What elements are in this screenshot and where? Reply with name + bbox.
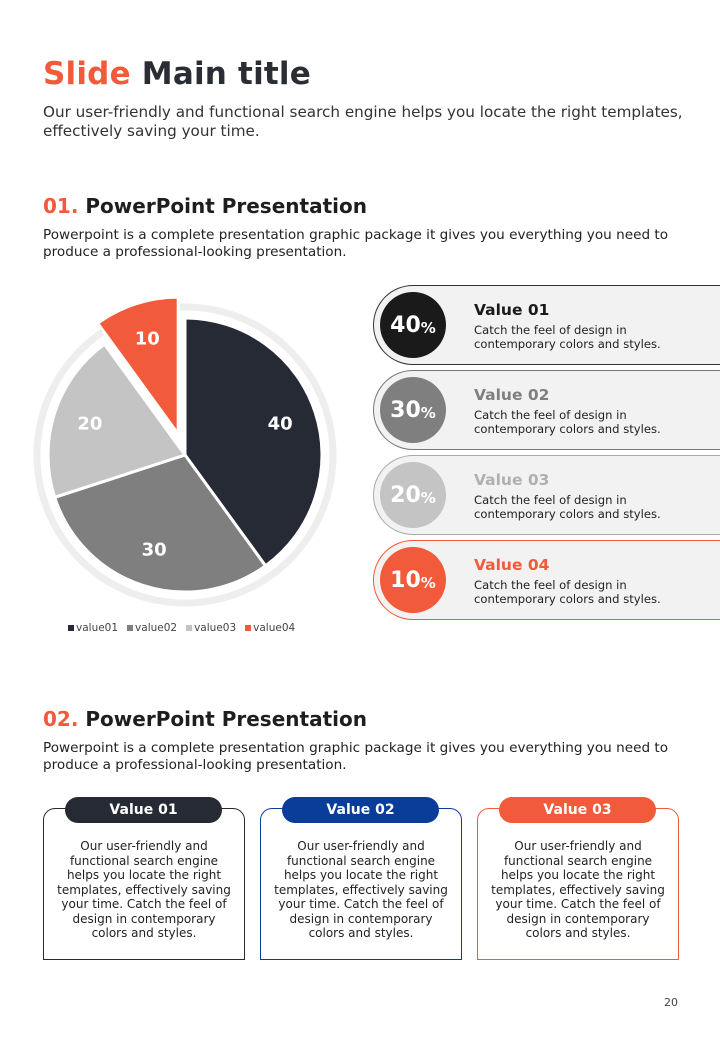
legend-label-value03: value03 (194, 622, 237, 634)
value-pill-2-circle (380, 377, 446, 443)
value-pill-4-circle (380, 547, 446, 613)
value-card-2-text: Our user-friendly and functional search engine helps you locate the right templates, effectively saving your time. Catch the feel of design in contemporary colors and styles. (274, 839, 448, 940)
section2-number: 02. (43, 707, 79, 731)
legend-swatch-value04 (245, 625, 251, 631)
section1-heading-text: PowerPoint Presentation (78, 194, 367, 218)
value-pill-4 (373, 540, 720, 620)
value-pill-3-percent: 20 (390, 482, 421, 508)
value-card-1-title: Value 01 (65, 797, 222, 823)
pie-label-value03: 20 (77, 413, 103, 435)
value-pill-3-desc: Catch the feel of design in contemporary colors and styles. (474, 493, 661, 521)
pie-label-value01: 40 (267, 413, 293, 435)
value-pill-1-title: Value 01 (474, 301, 550, 319)
page-number: 20 (664, 996, 678, 1009)
value-pill-4-title: Value 04 (474, 556, 550, 574)
value-pill-2-percent-sign: % (420, 404, 436, 422)
legend-item-value04 (245, 622, 295, 634)
section2-heading (43, 707, 367, 731)
section1-number: 01. (43, 194, 79, 218)
legend-item-value03 (186, 622, 236, 634)
value-pill-1 (373, 285, 720, 365)
section1-heading (43, 194, 367, 218)
value-pill-1-desc: Catch the feel of design in contemporary colors and styles. (474, 323, 661, 351)
legend-label-value01: value01 (76, 622, 119, 634)
value-pill-4-percent: 10 (390, 567, 421, 593)
chart-legend (68, 622, 295, 634)
value-card-3-text: Our user-friendly and functional search engine helps you locate the right templates, effectively saving your time. Catch the feel of design in contemporary colors and styles. (491, 839, 665, 940)
value-pill-1-percent: 40 (390, 312, 421, 338)
legend-swatch-value03 (186, 625, 192, 631)
value-pill-2-desc: Catch the feel of design in contemporary colors and styles. (474, 408, 661, 436)
page-title-accent: Slide (43, 56, 131, 92)
legend-item-value02 (127, 622, 177, 634)
value-card-1-text: Our user-friendly and functional search engine helps you locate the right templates, effectively saving your time. Catch the feel of design in contemporary colors and styles. (57, 839, 231, 940)
value-pill-3-circle (380, 462, 446, 528)
page-title (43, 56, 311, 92)
value-pill-2-title: Value 02 (474, 386, 550, 404)
value-card-2-title: Value 02 (282, 797, 439, 823)
value-pill-1-circle (380, 292, 446, 358)
value-pill-2 (373, 370, 720, 450)
value-card-3 (477, 802, 679, 960)
value-pill-1-percent-sign: % (420, 319, 436, 337)
legend-swatch-value01 (68, 625, 74, 631)
value-card-2 (260, 802, 462, 960)
page-title-rest: Main title (130, 56, 311, 92)
section2-heading-text: PowerPoint Presentation (78, 707, 367, 731)
pie-chart (30, 282, 350, 622)
section2-text: Powerpoint is a complete presentation graphic package it gives you everything you need to produce a professional-looking presentation. (43, 740, 669, 773)
value-pill-3-title: Value 03 (474, 471, 550, 489)
value-pill-3 (373, 455, 720, 535)
legend-swatch-value02 (127, 625, 133, 631)
value-pill-4-desc: Catch the feel of design in contemporary colors and styles. (474, 578, 661, 606)
legend-label-value02: value02 (135, 622, 178, 634)
pie-label-value04: 10 (134, 328, 160, 350)
value-card-3-title: Value 03 (499, 797, 656, 823)
legend-item-value01 (68, 622, 118, 634)
value-pill-3-percent-sign: % (420, 489, 436, 507)
section1-text: Powerpoint is a complete presentation graphic package it gives you everything you need to produce a professional-looking presentation. (43, 227, 669, 260)
value-pill-4-percent-sign: % (420, 574, 436, 592)
pie-label-value02: 30 (141, 539, 167, 561)
legend-label-value04: value04 (253, 622, 296, 634)
value-pill-2-percent: 30 (390, 397, 421, 423)
page-subtitle: Our user-friendly and functional search engine helps you locate the right templates, effectively saving your time. (43, 103, 683, 140)
value-card-1 (43, 802, 245, 960)
